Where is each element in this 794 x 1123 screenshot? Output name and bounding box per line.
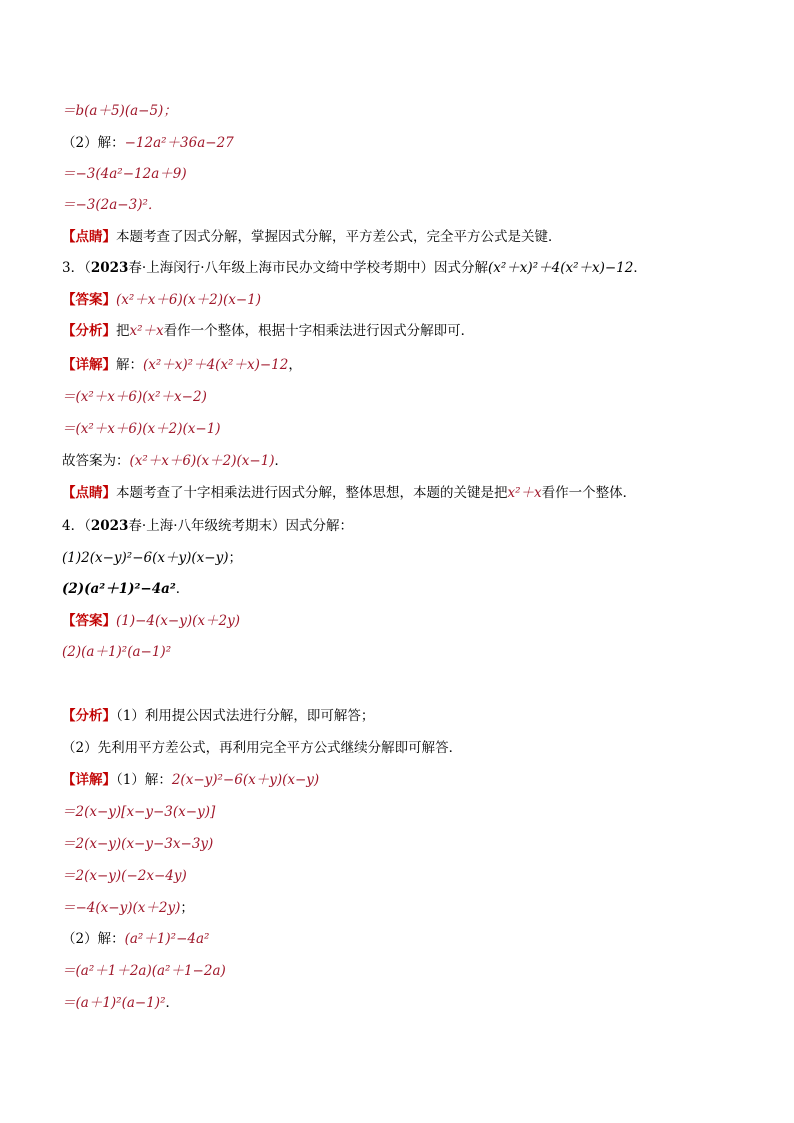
question-source: 春·上海·八年级统考期末）因式分解： — [128, 518, 354, 534]
section-tag: 【答案】 — [62, 613, 116, 629]
question-year: 2023 — [90, 260, 129, 276]
punctuation: ； — [228, 550, 242, 566]
math-expression: ＝−3(2a−3)²． — [62, 197, 162, 213]
math-expression: ＝(a²＋1＋2a)(a²＋1−2a) — [62, 963, 226, 979]
math-expression: (x²＋x＋6)(x＋2)(x−1) — [129, 453, 275, 469]
section-tag: 【点睛】 — [62, 229, 116, 245]
math-expression: −12a²＋36a−27 — [124, 135, 234, 151]
section-tag: 【答案】 — [62, 292, 116, 308]
solution-line — [62, 419, 221, 439]
math-expression: x²＋x — [507, 485, 542, 501]
solution-line — [62, 993, 179, 1013]
math-expression: ＝(a＋1)²(a−1)² — [62, 995, 166, 1011]
comment-line — [62, 483, 636, 503]
solution-line-1 — [62, 101, 177, 121]
analysis-line — [62, 706, 374, 726]
step-label: （2）解： — [62, 931, 125, 947]
math-expression: ＝−4(x−y)(x＋2y) — [62, 900, 181, 916]
punctuation: ． — [165, 995, 179, 1011]
math-expression: (2)(a＋1)²(a−1)² — [62, 644, 172, 660]
math-expression: (a²＋1)²−4a² — [124, 931, 210, 947]
math-expression: (x²＋x)²＋4(x²＋x)−12 — [143, 357, 289, 373]
section-tag: 【详解】 — [62, 772, 116, 788]
question-3-title — [62, 258, 647, 278]
step-label: 解： — [116, 357, 143, 373]
step-label: （1）解： — [116, 772, 172, 788]
solution-line — [62, 387, 207, 407]
comment-text: 看作一个整体． — [541, 485, 637, 501]
answer-line — [62, 290, 261, 310]
punctuation: ， — [288, 357, 302, 373]
question-part-2 — [62, 579, 189, 599]
math-expression: ＝2(x−y)(−2x−4y) — [62, 868, 187, 884]
analysis-text: 把 — [116, 323, 130, 339]
question-number: 4．（ — [62, 518, 91, 534]
punctuation: ． — [175, 581, 190, 597]
question-number: 3．（ — [62, 260, 91, 276]
final-answer-line — [62, 451, 288, 471]
answer-line — [62, 611, 240, 631]
step-label: （2）解： — [62, 135, 125, 151]
section-tag: 【分析】 — [62, 708, 116, 724]
solution-line — [62, 866, 187, 886]
analysis-text: （1）利用提公因式法进行分解，即可解答； — [116, 708, 375, 724]
answer-line-2 — [62, 642, 171, 662]
detail-line — [62, 355, 302, 375]
punctuation: ； — [180, 900, 194, 916]
question-4-title — [62, 516, 353, 536]
comment-line — [62, 227, 562, 247]
solution-line — [62, 929, 209, 949]
math-expression: ＝2(x−y)(x−y−3x−3y) — [62, 836, 214, 852]
analysis-line-2 — [62, 738, 462, 758]
math-expression: x²＋x — [129, 323, 164, 339]
math-expression: (1)−4(x−y)(x＋2y) — [116, 613, 240, 629]
solution-line-2 — [62, 133, 234, 153]
punctuation: ． — [274, 453, 289, 469]
analysis-text: 看作一个整体，根据十字相乘法进行因式分解即可． — [163, 323, 475, 339]
question-source: 春·上海闵行·八年级上海市民办文绮中学校考期中）因式分解 — [128, 260, 489, 276]
punctuation: ． — [633, 260, 647, 276]
solution-line — [62, 834, 213, 854]
math-expression: 2(x−y)²−6(x＋y)(x−y) — [171, 772, 320, 788]
analysis-text: （2）先利用平方差公式，再利用完全平方公式继续分解即可解答． — [62, 740, 463, 756]
math-expression: ＝b(a＋5)(a−5)； — [62, 103, 177, 119]
answer-label: 故答案为： — [62, 453, 130, 469]
math-expression: (x²＋x＋6)(x＋2)(x−1) — [116, 292, 262, 308]
math-expression: ＝2(x−y)[x−y−3(x−y)] — [62, 804, 216, 820]
solution-line — [62, 961, 226, 981]
detail-line — [62, 770, 319, 790]
comment-text: 本题考查了因式分解，掌握因式分解，平方差公式，完全平方公式是关键． — [116, 229, 562, 245]
question-part-1 — [62, 548, 242, 568]
solution-line-3 — [62, 164, 187, 184]
solution-line — [62, 802, 215, 822]
solution-line — [62, 898, 194, 918]
math-expression: (1)2(x−y)²−6(x＋y)(x−y) — [62, 550, 229, 566]
question-year: 2023 — [90, 518, 129, 534]
math-expression: ＝(x²＋x＋6)(x＋2)(x−1) — [62, 421, 221, 437]
section-tag: 【分析】 — [62, 323, 116, 339]
solution-line-4 — [62, 195, 161, 215]
analysis-line — [62, 321, 474, 341]
comment-text: 本题考查了十字相乘法进行因式分解，整体思想，本题的关键是把 — [116, 485, 508, 501]
math-expression: ＝−3(4a²−12a＋9) — [62, 166, 187, 182]
section-tag: 【点睛】 — [62, 485, 116, 501]
math-expression: (2)(a²＋1)²−4a² — [62, 581, 176, 597]
math-expression: ＝(x²＋x＋6)(x²＋x−2) — [62, 389, 207, 405]
math-expression: (x²＋x)²＋4(x²＋x)−12 — [488, 260, 634, 276]
section-tag: 【详解】 — [62, 357, 116, 373]
